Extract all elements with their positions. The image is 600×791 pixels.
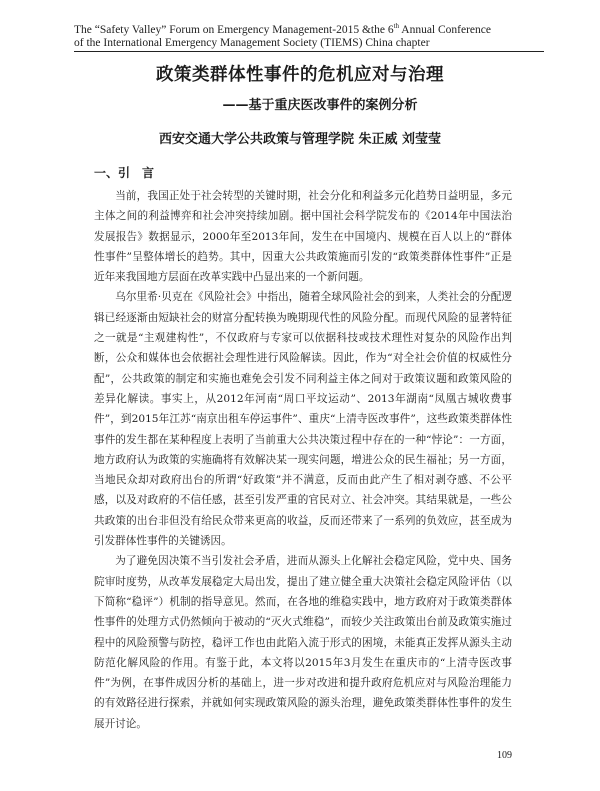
conference-header-line-2: of the International Emergency Management Society (TIEMS) China chapter [74,37,544,52]
paper-subtitle: ——基于重庆医改事件的案例分析 [222,98,418,113]
page-number: 109 [497,750,512,761]
conference-header-line-1: The “Safety Valley” Forum on Emergency Management-2015 &the 6th Annual Conference [74,22,491,36]
body-text [94,186,512,734]
paper-title: 政策类群体性事件的危机应对与治理 [156,65,444,85]
paragraph: 为了避免因决策不当引发社会矛盾，进而从源头上化解社会稳定风险，党中央、国务院审时度势，从改革发展稳定大局出发，提出了建立健全重大决策社会稳定风险评估（以下简称“稳评”）机制的指导意见。然而，在各地的维稳实践中，地方政府对于政策类群体性事件的处理方式仍然倾向于被动的“灭火式维稳”，而较少关注政策出台前及政策实施过程中的风险预警与防控，稳评工作也由此陷入流于形式的困境，未能真正发挥从源头主动防范化解风险的作用。有鉴于此，本文将以2015年3月发生在重庆市的“上清寺医改事件”为例，在事件成因分析的基础上，进一步对改进和提升政府危机应对与风险治理能力的有效路径进行探索，并就如何实现政策风险的源头治理，避免政策类群体性事件的发生展开讨论。 [94,555,512,730]
paragraph: 当前，我国正处于社会转型的关键时期，社会分化和利益多元化趋势日益明显，多元主体之间的利益博弈和社会冲突持续加剧。据中国社会科学院发布的《2014年中国法治发展报告》数据显示，2000年至2013年间，发生在中国境内、规模在百人以上的“群体性事件”呈整体增长的趋势。其中，因重大公共政策施而引发的“政策类群体性事件”正是近年来我国地方层面在改革实践中凸显出来的一个新问题。 [94,190,512,284]
author-affiliation: 西安交通大学公共政策与管理学院 朱正威 刘莹莹 [158,132,442,147]
running-header [74,20,544,52]
section-heading: 一、引 言 [94,166,155,180]
paragraph: 乌尔里希·贝克在《风险社会》中指出，随着全球风险社会的到来，人类社会的分配逻辑已经逐渐由短缺社会的财富分配转换为晚期现代性的风险分配。而现代风险的显著特征之一就是“主观建构性”，不仅政府与专家可以依据科技或技术理性对复杂的风险作出判断，公众和媒体也会依据社会理性进行风险解读。因此，作为“对全社会价值的权威性分配”，公共政策的制定和实施也难免会引发不同利益主体之间对于政策议题和政策风险的差异化解读。事实上，从2012年河南“周口平坟运动”、2013年湖南“凤凰古城收费事件”，到2015年江苏“南京出租车停运事件”、重庆“上清寺医改事件”，这些政策类群体性事件的发生都在某种程度上表明了当前重大公共决策过程中存在的一种“悖论”：一方面，地方政府认为政策的实施确将有效解决某一现实问题，增进公众的民生福祉；另一方面，当地民众却对政府出台的所谓“好政策”并不满意，反而由此产生了相对剥夺感、不公平感，以及对政府的不信任感，甚至引发严重的官民对立、社会冲突。其结果就是，一些公共政策的出台非但没有给民众带来更高的收益，反而还带来了一系列的负效应，甚至成为引发群体性事件的关键诱因。 [94,291,512,548]
